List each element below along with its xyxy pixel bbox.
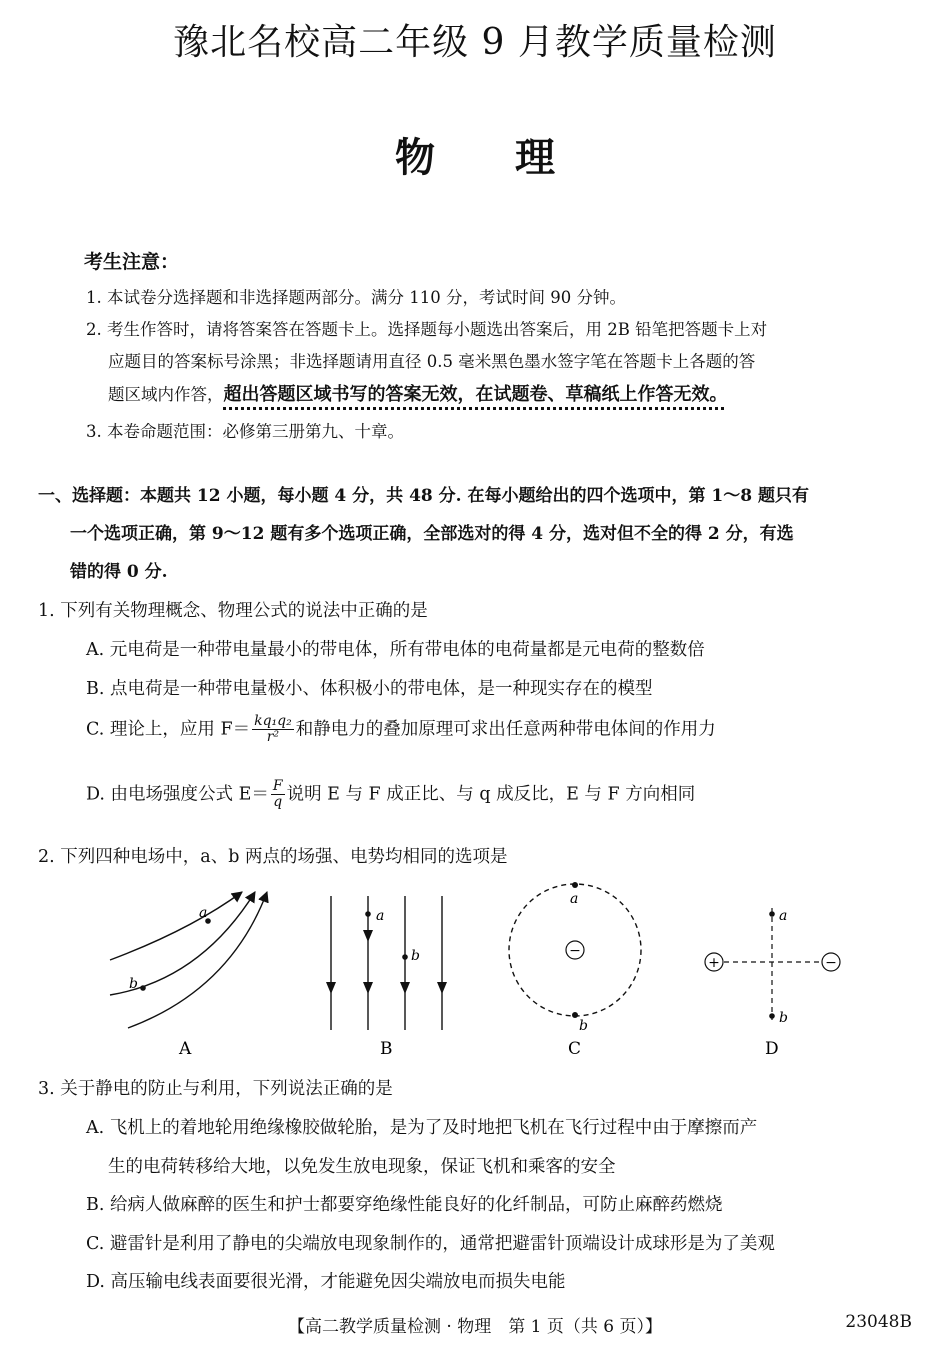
point-a-dot xyxy=(572,882,578,888)
arrow-down-icon xyxy=(363,930,373,942)
diagram-c xyxy=(509,882,641,1059)
plus-sign: + xyxy=(708,955,720,971)
diagram-a-label: A xyxy=(179,1039,192,1059)
notice-item-2-line-2: 应题目的答案标号涂黑；非选择题请用直径 0.5 毫米黑色墨水签字笔在答题卡上各题的答 xyxy=(108,352,756,371)
exam-title: 豫北名校高二年级 9 月教学质量检测 xyxy=(173,22,777,63)
section-1-intro-line-2: 一个选项正确，第 9～12 题有多个选项正确，全部选对的得 4 分，选对但不全的得 2 分，有选 xyxy=(70,524,794,544)
subject-char-1: 物 xyxy=(395,135,435,181)
notice-item-2-line-3-plain: 题区域内作答， xyxy=(108,385,224,404)
q3-stem: 3. 关于静电的防止与利用，下列说法正确的是 xyxy=(38,1079,393,1099)
point-b-label: b xyxy=(411,948,420,964)
arrow-down-icon xyxy=(400,982,410,994)
fraction-denominator: r² xyxy=(266,729,280,746)
point-b-label: b xyxy=(579,1018,588,1034)
point-b-dot xyxy=(572,1012,578,1018)
point-a-label: a xyxy=(199,905,208,921)
point-a-label: a xyxy=(779,908,788,924)
subject-title xyxy=(0,126,950,183)
arrow-down-icon xyxy=(326,982,336,994)
point-b-label: b xyxy=(779,1010,788,1026)
field-line xyxy=(110,892,242,960)
point-a-dot xyxy=(769,911,775,917)
q1-option-d-fraction xyxy=(271,779,285,811)
point-b-dot xyxy=(140,985,146,991)
fraction-numerator: kq₁q₂ xyxy=(254,713,292,729)
q1-option-b: B. 点电荷是一种带电量极小、体积极小的带电体，是一种现实存在的模型 xyxy=(86,679,653,699)
diagram-b-label: B xyxy=(380,1039,393,1059)
q1-stem: 1. 下列有关物理概念、物理公式的说法中正确的是 xyxy=(38,601,428,621)
notice-item-3: 3. 本卷命题范围：必修第三册第九、十章。 xyxy=(86,422,404,441)
point-b-dot xyxy=(769,1013,775,1019)
diagram-b xyxy=(326,896,447,1059)
field-line xyxy=(128,892,267,1028)
q1-option-a: A. 元电荷是一种带电量最小的带电体，所有带电体的电荷量都是元电荷的整数倍 xyxy=(86,640,705,660)
subject-char-2: 理 xyxy=(515,135,555,181)
diagram-c-label: C xyxy=(568,1039,582,1059)
notice-emphasis: 超出答题区域书写的答案无效，在试题卷、草稿纸上作答无效。 xyxy=(223,384,728,405)
q1-option-d xyxy=(86,779,695,811)
q2-stem: 2. 下列四种电场中，a、b 两点的场强、电势均相同的选项是 xyxy=(38,847,508,867)
q3-option-d: D. 高压输电线表面要很光滑，才能避免因尖端放电而损失电能 xyxy=(86,1272,566,1292)
point-b-dot xyxy=(402,954,408,960)
section-1-intro-line-1: 一、选择题：本题共 12 小题，每小题 4 分，共 48 分. 在每小题给出的四个选项中，第 1～8 题只有 xyxy=(38,486,809,506)
paper-code: 23048B xyxy=(845,1312,912,1332)
arrow-down-icon xyxy=(363,982,373,994)
notice-item-2-line-1: 2. 考生作答时，请将答案答在答题卡上。选择题每小题选出答案后，用 2B 铅笔把答题卡上对 xyxy=(86,320,768,339)
q3-option-a-line-2: 生的电荷转移给大地，以免发生放电现象，保证飞机和乘客的安全 xyxy=(108,1157,616,1177)
q2-field-diagrams xyxy=(0,870,950,1060)
q1-option-c-pre: C. 理论上，应用 F＝ xyxy=(86,719,251,740)
q1-option-d-pre: D. 由电场强度公式 E＝ xyxy=(86,784,269,805)
q1-option-c-fraction xyxy=(252,714,294,746)
point-a-label: a xyxy=(376,908,385,924)
notice-item-1: 1. 本试卷分选择题和非选择题两部分。满分 110 分，考试时间 90 分钟。 xyxy=(86,288,626,307)
q1-option-c xyxy=(86,714,716,746)
page-footer: 【高二教学质量检测 · 物理 第 1 页（共 6 页）】 xyxy=(288,1317,662,1337)
diagram-d-label: D xyxy=(765,1039,779,1059)
diagram-a xyxy=(110,892,267,1059)
diagram-d xyxy=(705,908,840,1059)
notice-item-2-line-3 xyxy=(108,380,728,406)
point-b-label: b xyxy=(129,976,138,992)
fraction-numerator: F xyxy=(272,778,283,794)
notice-heading: 考生注意： xyxy=(84,251,180,273)
minus-sign: − xyxy=(569,943,581,959)
q3-option-b: B. 给病人做麻醉的医生和护士都要穿绝缘性能良好的化纤制品，可防止麻醉药燃烧 xyxy=(86,1195,723,1215)
point-a-label: a xyxy=(570,891,579,907)
q3-option-a-line-1: A. 飞机上的着地轮用绝缘橡胶做轮胎，是为了及时地把飞机在飞行过程中由于摩擦而产 xyxy=(86,1118,758,1138)
q1-option-d-post: 说明 E 与 F 成正比、与 q 成反比，E 与 F 方向相同 xyxy=(286,784,696,805)
arrow-down-icon xyxy=(437,982,447,994)
minus-sign: − xyxy=(825,955,837,971)
point-a-dot xyxy=(365,911,371,917)
fraction-denominator: q xyxy=(273,794,283,811)
section-1-intro-line-3: 错的得 0 分. xyxy=(70,562,168,582)
q1-option-c-post: 和静电力的叠加原理可求出任意两种带电体间的作用力 xyxy=(295,719,716,740)
q3-option-c: C. 避雷针是利用了静电的尖端放电现象制作的，通常把避雷针顶端设计成球形是为了美观 xyxy=(86,1234,775,1254)
